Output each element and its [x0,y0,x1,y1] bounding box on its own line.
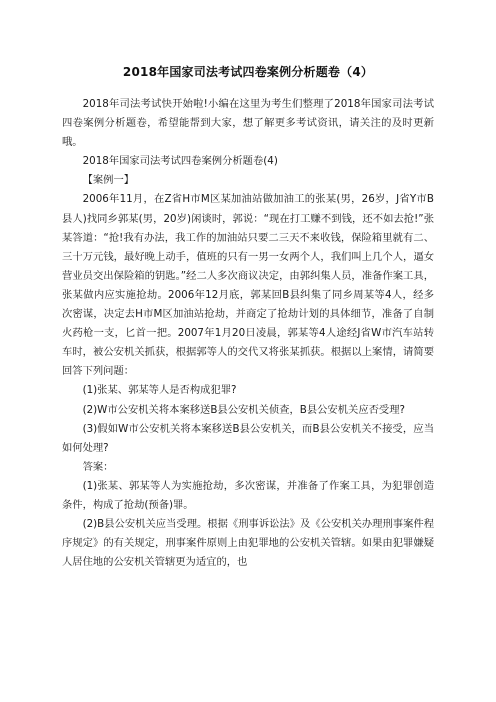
subtitle-paragraph: 2018年国家司法考试四卷案例分析题卷(4) [82,155,278,168]
answer-heading: 答案： [82,460,114,473]
answer-2: (2)B县公安机关应当受理。根据《刑事诉讼法》及《公安机关办理刑事案件程序规定》的有关规定，刑事案件原则上由犯罪地的公安机关管辖。如果由犯罪嫌疑人居住地的公安机关管辖更为适宜的，也 [62,518,434,569]
question-1: (1)张某、郭某等人是否构成犯罪? [82,384,237,397]
question-3: (3)假如W市公安机关将本案移送B县公安机关，而B县公安机关不接受，应当如何处理? [62,422,434,454]
intro-paragraph: 2018年司法考试快开始啦!小编在这里为考生们整理了2018年国家司法考试四卷案例分析题卷，希望能帮到大家，想了解更多考试资讯，请关注的及时更新哦。 [62,98,434,149]
case-heading: 【案例一】 [82,174,135,187]
question-2: (2)W市公安机关将本案移送B县公安机关侦查，B县公安机关应否受理? [82,403,405,416]
answer-1: (1)张某、郭某等人为实施抢劫，多次密谋，并准备了作案工具，为犯罪创造条件，构成了抢劫(预备)罪。 [62,479,434,511]
case-facts-paragraph: 2006年11月，在Z省H市M区某加油站做加油工的张某(男，26岁，J省Y市B县人)找同乡郭某(男，20岁)闲谈时，郭说：“现在打工赚不到钱，还不如去抢!”张某答道：“抢!我有办法，我工作的加油站只要二三天不来收钱，保险箱里就有二、三十万元钱，最好晚上动手，值班的只有一男一女两个人，我们叫上几个人，逼女营业员交出保险箱的钥匙。”经二人多次商议决定，由郭纠集人员，准备作案工具，张某做内应实施抢劫。2006年12月底，郭某回B县纠集了同乡周某等4人，经多次密谋，决定去H市M区加油站抢劫，并商定了抢劫计划的具体细节，准备了自制火药枪一支，匕首一把。2007年1月20日凌晨，郭某等4人途经J省W市汽车站转车时，被公安机关抓获，根据郭等人的交代又将张某抓获。根据以上案情，请简要回答下列问题： [62,193,434,378]
document-title: 2018年国家司法考试四卷案例分析题卷（4） [122,65,374,79]
